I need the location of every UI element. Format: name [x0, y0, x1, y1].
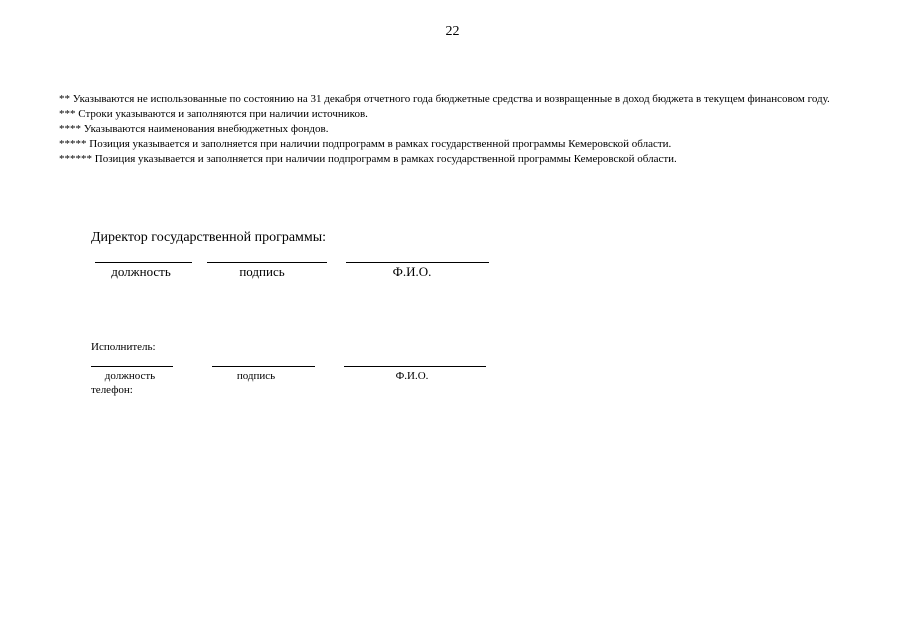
executor-title: Исполнитель:	[91, 341, 156, 353]
executor-signature-label: подпись	[236, 370, 276, 382]
footnote-subprograms-1: ***** Позиция указывается и заполняется при наличии подпрограмм в рамках государственной программы Кемеровской области.	[59, 138, 672, 150]
director-signature-label: подпись	[239, 264, 285, 279]
director-signature-line	[207, 262, 327, 263]
executor-name-label: Ф.И.О.	[395, 370, 429, 382]
executor-position-label: должность	[104, 370, 156, 382]
director-position-line	[95, 262, 192, 263]
executor-position-line	[91, 366, 173, 367]
footnotes-block	[27, 92, 845, 167]
footnote-extrabudgetary-funds: **** Указываются наименования внебюджетных фондов.	[59, 123, 329, 135]
director-title: Директор государственной программы:	[91, 230, 327, 245]
executor-signature-line	[212, 366, 315, 367]
footnote-sources: *** Строки указываются и заполняются при наличии источников.	[59, 108, 368, 120]
executor-name-line	[344, 366, 486, 367]
footnote-subprograms-2: ****** Позиция указывается и заполняется при наличии подпрограмм в рамках государственной программы Кемеровской области.	[59, 153, 677, 165]
director-name-line	[346, 262, 489, 263]
director-position-label: должность	[111, 264, 171, 279]
director-name-label: Ф.И.О.	[392, 264, 432, 279]
page-number: 22	[445, 24, 460, 39]
footnote-unused-funds: ** Указываются не использованные по состоянию на 31 декабря отчетного года бюджетные средства и возвращенные в доход бюджета в текущем финансовом году.	[59, 93, 830, 105]
executor-phone-label: телефон:	[91, 384, 133, 396]
